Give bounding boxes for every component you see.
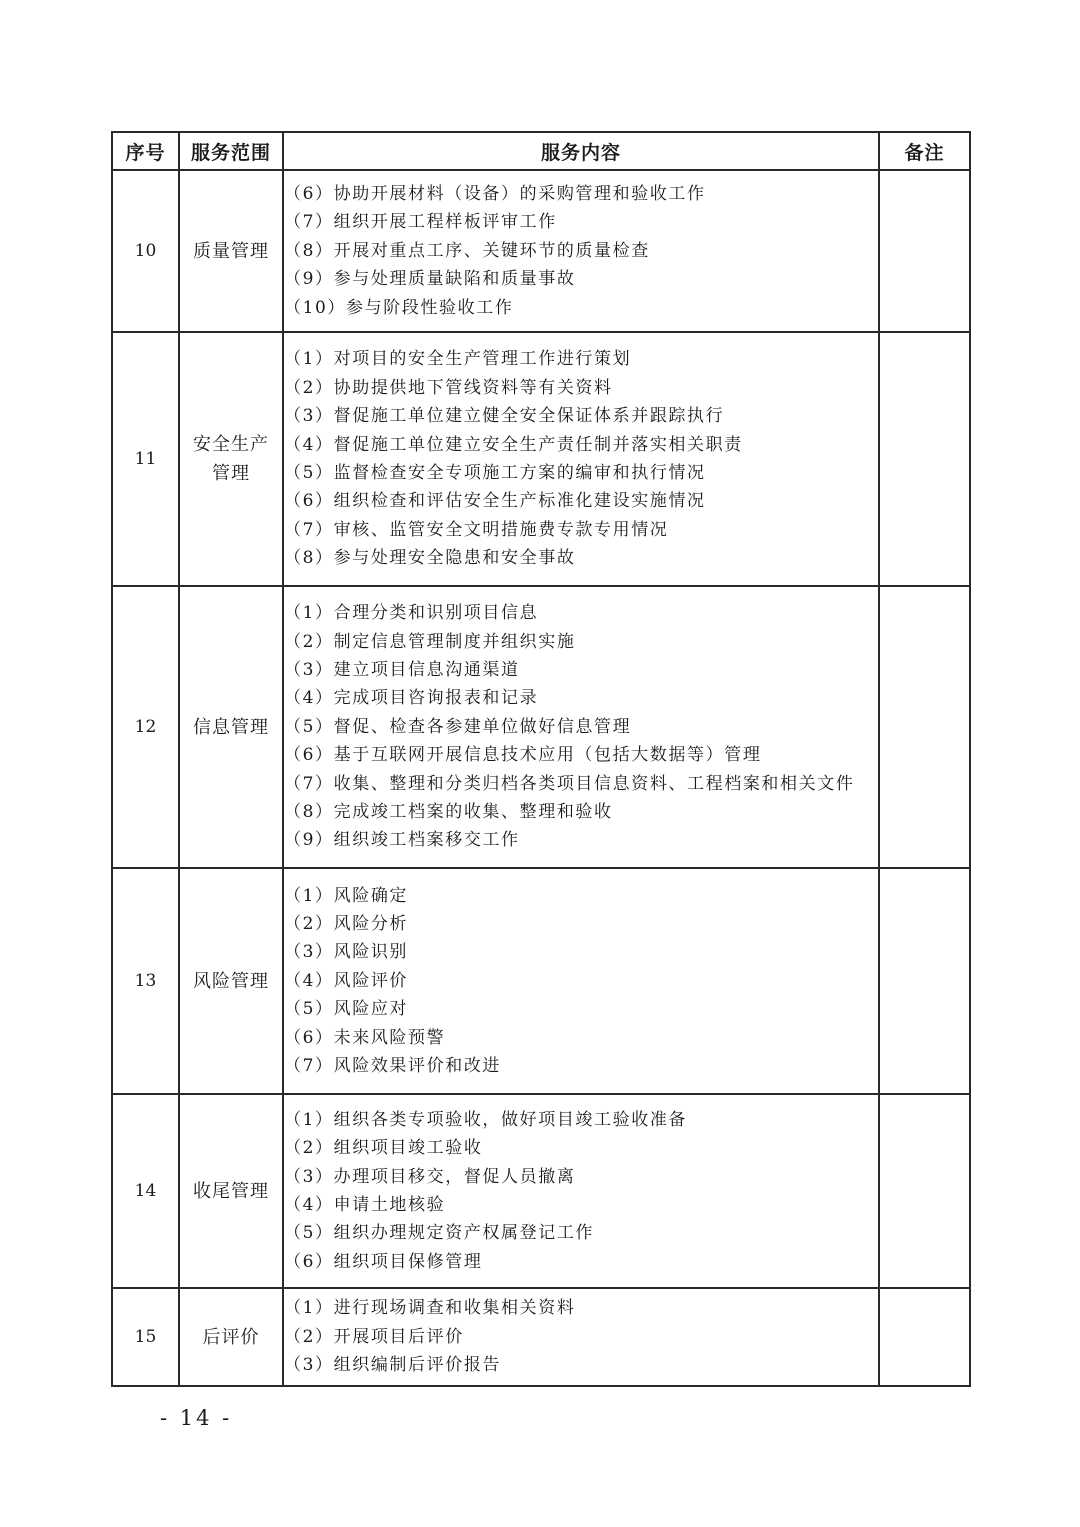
list-item: （8）开展对重点工序、关键环节的质量检查	[284, 240, 650, 261]
row-seq: 10	[112, 170, 179, 332]
list-item: （9）组织竣工档案移交工作	[284, 830, 520, 851]
list-item: （6）组织项目保修管理	[284, 1251, 483, 1272]
list-item: （7）组织开展工程样板评审工作	[284, 212, 557, 233]
service-table	[111, 131, 971, 1387]
row-content	[283, 586, 879, 868]
list-item: （7）风险效果评价和改进	[284, 1055, 502, 1076]
scope-line: 管理	[212, 463, 250, 484]
row-seq: 13	[112, 868, 179, 1094]
row-scope	[179, 332, 283, 586]
table-row	[112, 332, 970, 586]
row-scope	[179, 1288, 283, 1386]
row-seq: 12	[112, 586, 179, 868]
list-item: （1）合理分类和识别项目信息	[284, 603, 539, 624]
list-item: （7）审核、监管安全文明措施费专款专用情况	[284, 519, 669, 540]
scope-line: 风险管理	[193, 970, 269, 992]
header-content: 服务内容	[283, 132, 879, 170]
table-row	[112, 170, 970, 332]
row-remark	[879, 332, 970, 586]
row-content	[283, 1094, 879, 1288]
row-seq: 14	[112, 1094, 179, 1288]
list-item: （3）风险识别	[284, 942, 409, 963]
scope-line: 质量管理	[193, 240, 269, 262]
row-content	[283, 170, 879, 332]
scope-line: 信息管理	[193, 716, 269, 738]
list-item: （3）督促施工单位建立健全安全保证体系并跟踪执行	[284, 406, 725, 427]
content-list	[284, 882, 878, 1081]
table-header-row	[112, 132, 970, 170]
list-item: （3）办理项目移交，督促人员撤离	[284, 1166, 576, 1187]
list-item: （5）督促、检查各参建单位做好信息管理	[284, 716, 632, 737]
list-item: （9）参与处理质量缺陷和质量事故	[284, 269, 576, 290]
list-item: （1）组织各类专项验收，做好项目竣工验收准备	[284, 1109, 688, 1130]
list-item: （2）组织项目竣工验收	[284, 1138, 483, 1159]
table-row	[112, 586, 970, 868]
row-remark	[879, 1288, 970, 1386]
content-list	[284, 1106, 878, 1276]
list-item: （10）参与阶段性验收工作	[284, 297, 514, 318]
row-scope	[179, 1094, 283, 1288]
list-item: （5）监督检查安全专项施工方案的编审和执行情况	[284, 463, 706, 483]
list-item: （4）风险评价	[284, 970, 409, 991]
row-remark	[879, 586, 970, 868]
list-item: （8）参与处理安全隐患和安全事故	[284, 548, 576, 569]
scope-line: 后评价	[202, 1326, 260, 1348]
list-item: （2）开展项目后评价	[284, 1326, 464, 1347]
row-remark	[879, 868, 970, 1094]
list-item: （6）基于互联网开展信息技术应用（包括大数据等）管理	[284, 745, 762, 766]
list-item: （6）协助开展材料（设备）的采购管理和验收工作	[284, 184, 706, 205]
table-body	[112, 170, 970, 1386]
list-item: （4）申请土地核验	[284, 1195, 446, 1215]
list-item: （2）制定信息管理制度并组织实施	[284, 631, 576, 652]
row-content	[283, 332, 879, 586]
row-seq: 15	[112, 1288, 179, 1386]
list-item: （4）督促施工单位建立安全生产责任制并落实相关职责	[284, 434, 743, 455]
list-item: （2）协助提供地下管线资料等有关资料	[284, 377, 613, 398]
row-seq: 11	[112, 332, 179, 586]
content-list	[284, 599, 878, 855]
scope-line: 安全生产	[193, 434, 269, 455]
list-item: （4）完成项目咨询报表和记录	[284, 688, 539, 709]
list-item: （6）组织检查和评估安全生产标准化建设实施情况	[284, 491, 706, 512]
row-remark	[879, 170, 970, 332]
list-item: （8）完成竣工档案的收集、整理和验收	[284, 801, 613, 822]
scope-line: 收尾管理	[193, 1180, 269, 1202]
list-item: （3）组织编制后评价报告	[284, 1355, 502, 1376]
content-list	[284, 345, 878, 572]
header-seq: 序号	[112, 132, 179, 170]
table-row	[112, 868, 970, 1094]
list-item: （1）对项目的安全生产管理工作进行策划	[284, 349, 632, 370]
list-item: （3）建立项目信息沟通渠道	[284, 660, 520, 681]
row-content	[283, 868, 879, 1094]
header-remark: 备注	[879, 132, 970, 170]
content-list	[284, 180, 878, 322]
list-item: （1）风险确定	[284, 885, 409, 906]
table-row	[112, 1288, 970, 1386]
row-remark	[879, 1094, 970, 1288]
table-row	[112, 1094, 970, 1288]
list-item: （5）风险应对	[284, 999, 409, 1020]
list-item: （1）进行现场调查和收集相关资料	[284, 1298, 576, 1319]
row-scope	[179, 170, 283, 332]
header-scope: 服务范围	[179, 132, 283, 170]
row-content	[283, 1288, 879, 1386]
row-scope	[179, 586, 283, 868]
content-list	[284, 1294, 878, 1379]
page-number: - 14 -	[160, 1406, 233, 1430]
row-scope	[179, 868, 283, 1094]
list-item: （7）收集、整理和分类归档各类项目信息资料、工程档案和相关文件	[284, 773, 855, 794]
list-item: （5）组织办理规定资产权属登记工作	[284, 1223, 595, 1244]
list-item: （6）未来风险预警	[284, 1027, 446, 1048]
list-item: （2）风险分析	[284, 914, 409, 935]
